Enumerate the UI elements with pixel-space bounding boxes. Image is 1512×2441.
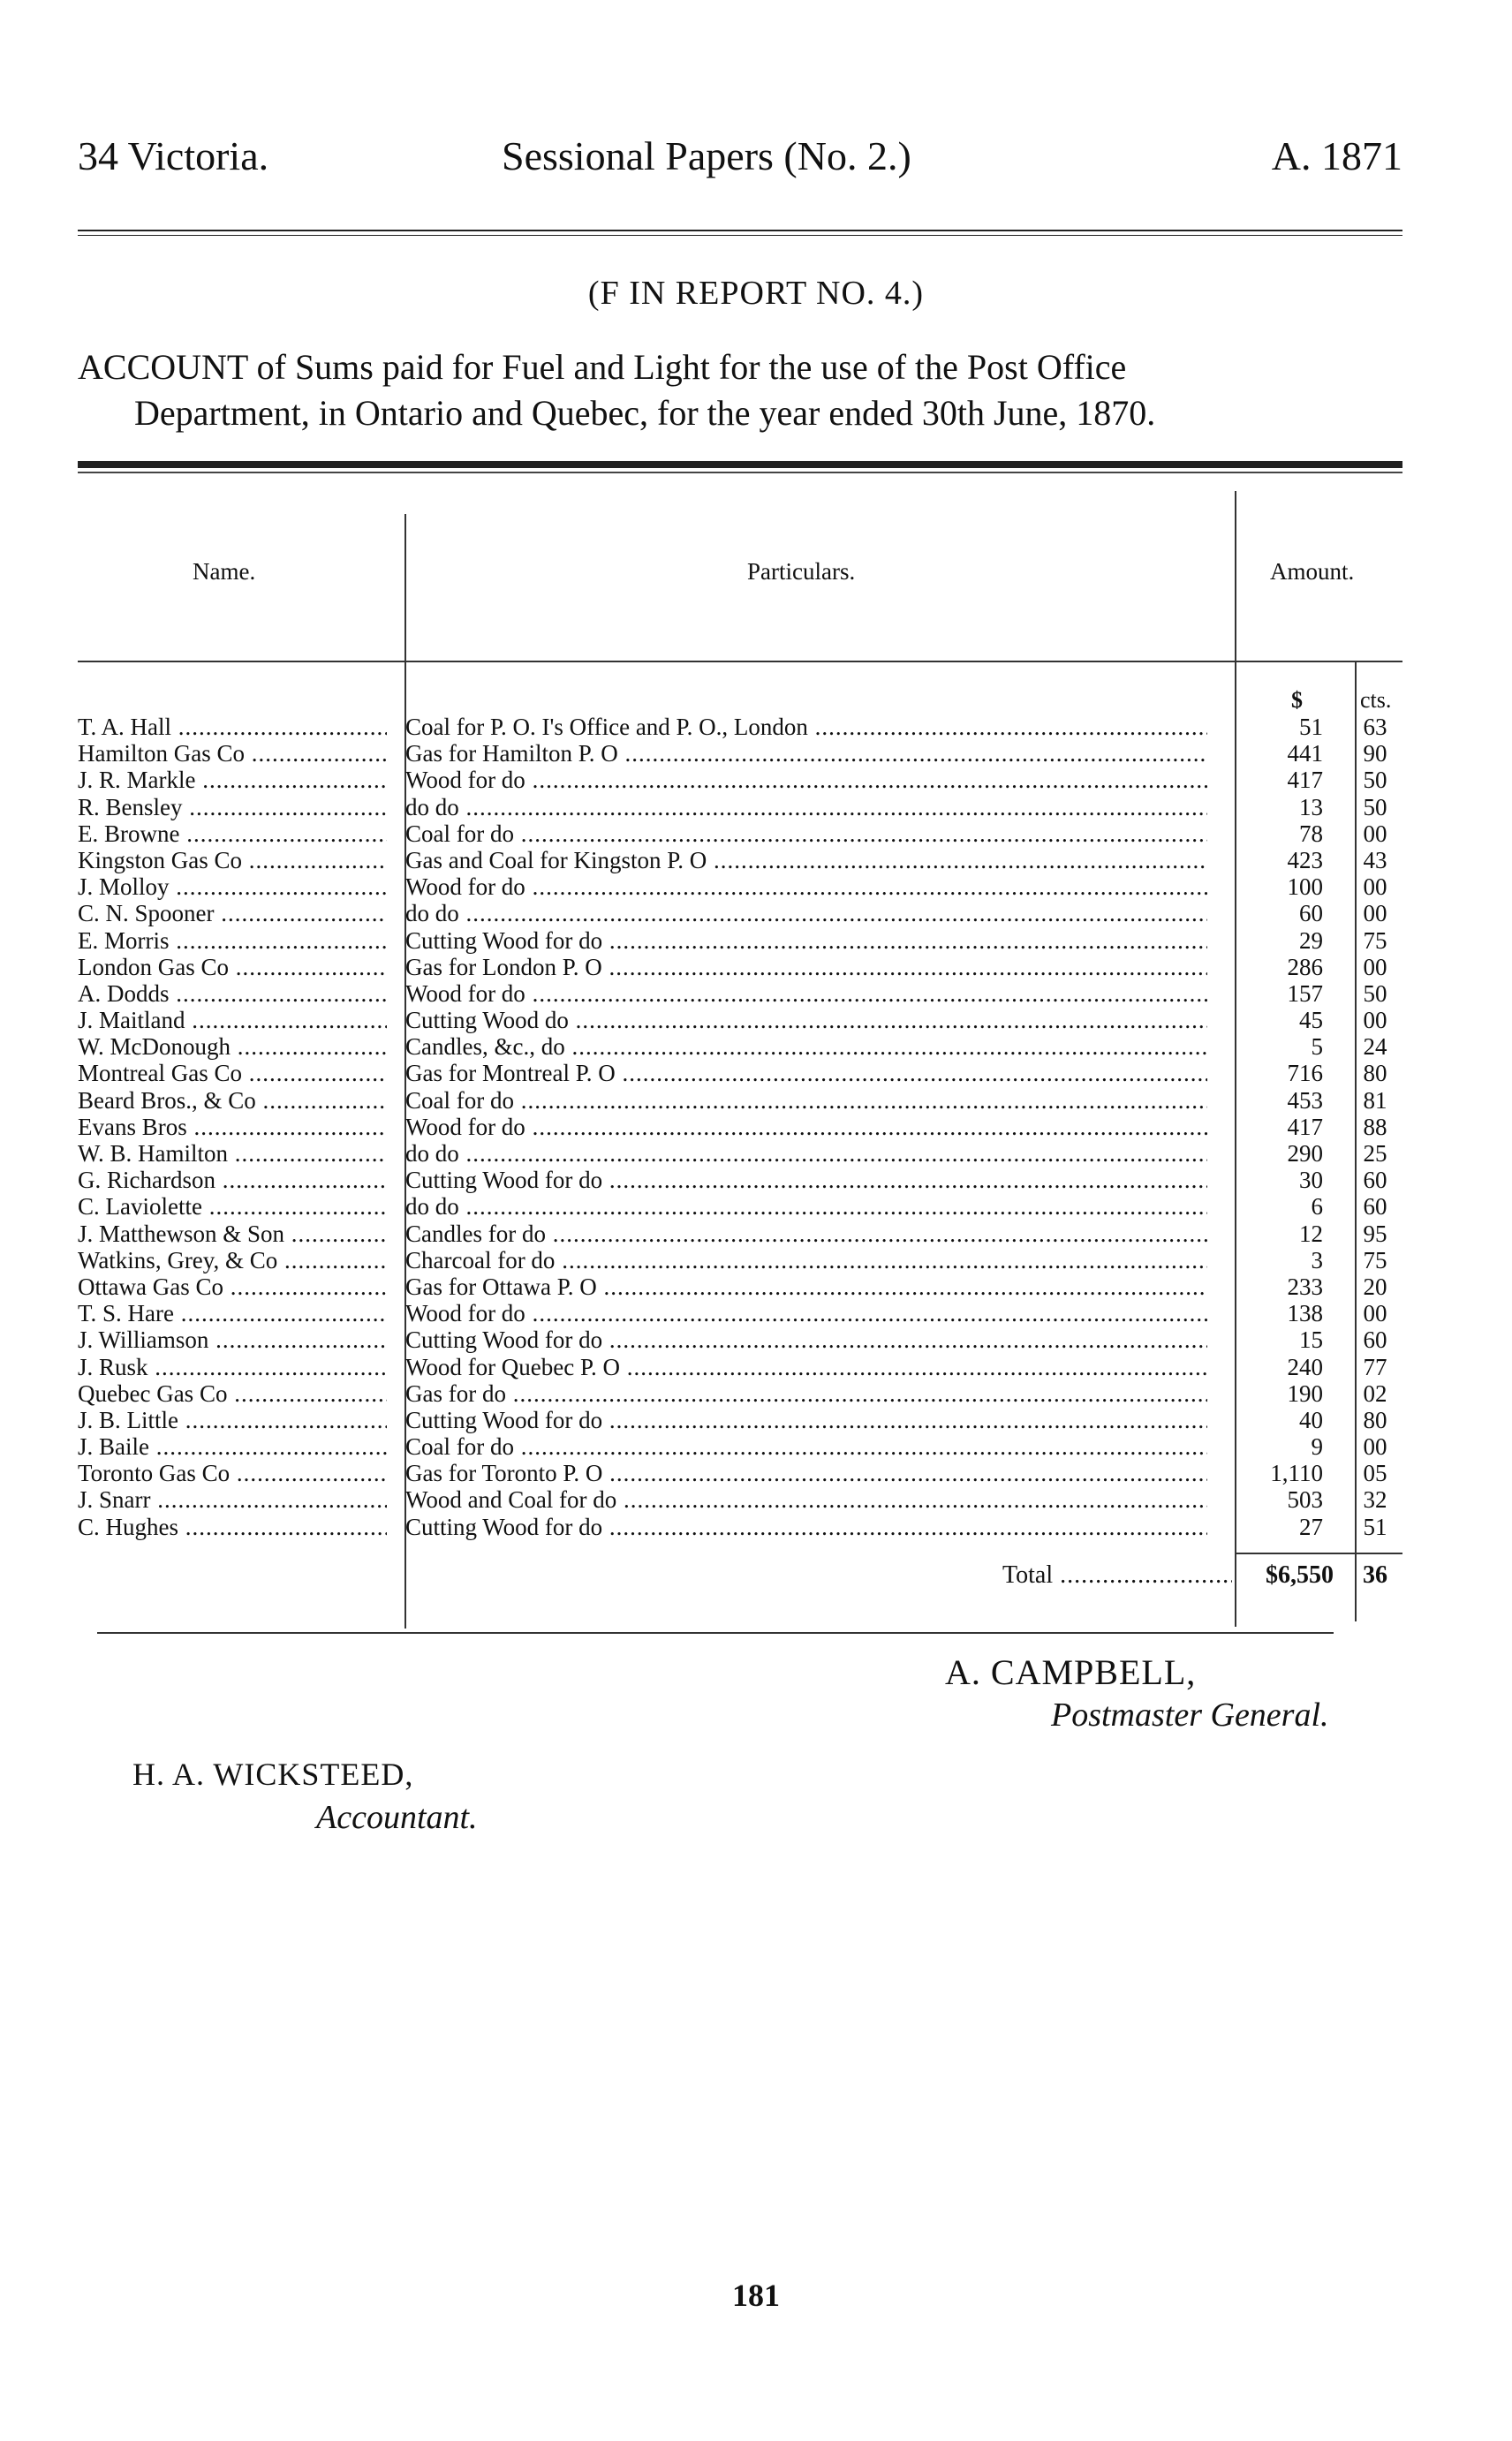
table-top-rule-thin	[78, 472, 1402, 473]
table-top-rule	[78, 461, 1402, 468]
row-dollars: 45	[1299, 1007, 1323, 1034]
row-name: J. Williamson .....	[78, 1326, 387, 1353]
row-name: Watkins, Grey, & Co .....	[78, 1247, 387, 1273]
row-cents: 50	[1363, 979, 1387, 1007]
table-row	[78, 1193, 1402, 1220]
table-row	[78, 1326, 1402, 1353]
row-cents: 80	[1363, 1406, 1387, 1433]
row-dollars: 40	[1299, 1406, 1323, 1433]
table-row	[78, 1486, 1402, 1513]
row-cents: 00	[1363, 1300, 1387, 1327]
postmaster-name: A. CAMPBELL,	[945, 1652, 1197, 1692]
row-dollars: 60	[1299, 900, 1323, 927]
row-dollars: 51	[1299, 714, 1323, 740]
table-row	[78, 1354, 1402, 1380]
row-particulars: Wood for do .....	[405, 1114, 1207, 1140]
row-particulars: Cutting Wood for do .....	[405, 1326, 1207, 1353]
table-row	[78, 767, 1402, 793]
table-row	[78, 1380, 1402, 1407]
row-name: Ottawa Gas Co .....	[78, 1273, 387, 1300]
row-name: London Gas Co .....	[78, 954, 387, 980]
table-row	[78, 1247, 1402, 1273]
row-particulars: Coal for P. O. I's Office and P. O., London .....	[405, 714, 1207, 740]
row-particulars: Cutting Wood for do .....	[405, 1407, 1207, 1433]
row-dollars: 9	[1311, 1433, 1323, 1461]
row-cents: 50	[1363, 793, 1387, 820]
row-dollars: 157	[1287, 979, 1323, 1007]
total-label: Total .....	[1002, 1561, 1232, 1590]
row-cents: 00	[1363, 1433, 1387, 1461]
row-name: J. Snarr .....	[78, 1486, 387, 1513]
row-cents: 51	[1363, 1513, 1387, 1540]
table-row	[78, 820, 1402, 847]
row-particulars: Coal for do .....	[405, 1433, 1207, 1460]
table-row	[78, 1460, 1402, 1486]
row-dollars: 423	[1287, 846, 1323, 873]
row-dollars: 286	[1287, 953, 1323, 980]
row-cents: 81	[1363, 1086, 1387, 1114]
postmaster-title: Postmaster General.	[1051, 1697, 1329, 1734]
accountant-title: Accountant.	[316, 1799, 478, 1836]
row-particulars: Cutting Wood do .....	[405, 1007, 1207, 1033]
row-dollars: 30	[1299, 1167, 1323, 1194]
row-cents: 75	[1363, 926, 1387, 954]
row-particulars: Wood for do .....	[405, 873, 1207, 900]
row-name: C. Hughes .....	[78, 1514, 387, 1540]
row-particulars: Gas and Coal for Kingston P. O .....	[405, 847, 1207, 873]
row-cents: 75	[1363, 1246, 1387, 1273]
cents-unit-label: cts.	[1360, 687, 1392, 713]
row-particulars: Candles for do .....	[405, 1220, 1207, 1247]
row-particulars: Gas for do .....	[405, 1380, 1207, 1407]
row-cents: 90	[1363, 740, 1387, 767]
table-row	[78, 1433, 1402, 1460]
row-dollars: 78	[1299, 820, 1323, 847]
row-dollars: 453	[1287, 1086, 1323, 1114]
account-title-line-2: Department, in Ontario and Quebec, for the year ended 30th June, 1870.	[134, 393, 1156, 433]
row-cents: 00	[1363, 873, 1387, 901]
row-cents: 20	[1363, 1273, 1387, 1300]
row-dollars: 290	[1287, 1140, 1323, 1167]
table-row	[78, 1007, 1402, 1033]
total-top-rule	[1235, 1553, 1402, 1554]
column-header-particulars: Particulars.	[747, 558, 856, 585]
row-name: E. Browne .....	[78, 820, 387, 847]
row-particulars: do do .....	[405, 900, 1207, 926]
table-row	[78, 794, 1402, 820]
table-row	[78, 740, 1402, 767]
table-row	[78, 1033, 1402, 1060]
table-row	[78, 927, 1402, 954]
header-bottom-rule	[78, 661, 1402, 662]
table-row	[78, 1273, 1402, 1300]
row-name: E. Morris .....	[78, 927, 387, 954]
row-cents: 24	[1363, 1033, 1387, 1061]
row-particulars: Gas for Hamilton P. O .....	[405, 740, 1207, 767]
table-row	[78, 1087, 1402, 1114]
row-particulars: Cutting Wood for do .....	[405, 927, 1207, 954]
header-rule	[78, 230, 1402, 236]
row-name: T. S. Hare .....	[78, 1300, 387, 1326]
row-dollars: 6	[1311, 1193, 1323, 1220]
row-cents: 88	[1363, 1113, 1387, 1140]
row-particulars: Gas for Montreal P. O .....	[405, 1060, 1207, 1086]
row-cents: 25	[1363, 1140, 1387, 1167]
table-row	[78, 1114, 1402, 1140]
row-particulars: Gas for Ottawa P. O .....	[405, 1273, 1207, 1300]
account-table-rows	[78, 714, 1402, 1540]
total-cents: 36	[1363, 1561, 1387, 1589]
table-row	[78, 847, 1402, 873]
row-particulars: Cutting Wood for do .....	[405, 1514, 1207, 1540]
row-particulars: Wood for do .....	[405, 767, 1207, 793]
row-cents: 77	[1363, 1353, 1387, 1380]
row-cents: 60	[1363, 1326, 1387, 1354]
row-particulars: Cutting Wood for do .....	[405, 1167, 1207, 1193]
row-name: G. Richardson .....	[78, 1167, 387, 1193]
table-row	[78, 1514, 1402, 1540]
row-dollars: 417	[1287, 1113, 1323, 1140]
row-particulars: Wood for do .....	[405, 1300, 1207, 1326]
row-particulars: Coal for do .....	[405, 1087, 1207, 1114]
row-cents: 00	[1363, 1007, 1387, 1034]
page-number: 181	[732, 2278, 780, 2313]
row-cents: 32	[1363, 1486, 1387, 1514]
table-row	[78, 714, 1402, 740]
row-particulars: Gas for London P. O .....	[405, 954, 1207, 980]
table-row	[78, 980, 1402, 1007]
row-dollars: 15	[1299, 1326, 1323, 1354]
row-dollars: 5	[1311, 1033, 1323, 1061]
table-row	[78, 1407, 1402, 1433]
row-dollars: 503	[1287, 1486, 1323, 1514]
row-name: J. Rusk .....	[78, 1354, 387, 1380]
row-name: J. Matthewson & Son .....	[78, 1220, 387, 1247]
row-cents: 60	[1363, 1167, 1387, 1194]
header-center: Sessional Papers (No. 2.)	[502, 133, 911, 178]
row-cents: 50	[1363, 767, 1387, 794]
column-header-name: Name.	[193, 558, 256, 585]
row-name: J. Molloy .....	[78, 873, 387, 900]
row-name: Toronto Gas Co .....	[78, 1460, 387, 1486]
row-cents: 00	[1363, 900, 1387, 927]
row-cents: 02	[1363, 1379, 1387, 1407]
row-dollars: 441	[1287, 740, 1323, 767]
row-name: J. Baile .....	[78, 1433, 387, 1460]
row-particulars: Wood for do .....	[405, 980, 1207, 1007]
row-name: Montreal Gas Co .....	[78, 1060, 387, 1086]
row-particulars: Gas for Toronto P. O .....	[405, 1460, 1207, 1486]
row-name: W. B. Hamilton .....	[78, 1140, 387, 1167]
row-cents: 05	[1363, 1460, 1387, 1487]
row-dollars: 190	[1287, 1379, 1323, 1407]
row-cents: 43	[1363, 846, 1387, 873]
table-row	[78, 954, 1402, 980]
row-dollars: 100	[1287, 873, 1323, 901]
row-particulars: Wood and Coal for do .....	[405, 1486, 1207, 1513]
row-name: A. Dodds .....	[78, 980, 387, 1007]
row-dollars: 1,110	[1270, 1460, 1323, 1487]
row-dollars: 27	[1299, 1513, 1323, 1540]
table-row	[78, 900, 1402, 926]
table-row	[78, 873, 1402, 900]
row-particulars: do do .....	[405, 1193, 1207, 1220]
row-cents: 00	[1363, 953, 1387, 980]
row-name: C. N. Spooner .....	[78, 900, 387, 926]
dollars-unit-label: $	[1291, 687, 1303, 713]
table-row	[78, 1140, 1402, 1167]
row-name: W. McDonough .....	[78, 1033, 387, 1060]
table-row	[78, 1167, 1402, 1193]
header-right: A. 1871	[1271, 133, 1402, 178]
row-name: Evans Bros .....	[78, 1114, 387, 1140]
column-header-amount: Amount.	[1270, 558, 1355, 585]
row-particulars: do do .....	[405, 1140, 1207, 1167]
row-particulars: Wood for Quebec P. O .....	[405, 1354, 1207, 1380]
row-dollars: 12	[1299, 1220, 1323, 1247]
row-cents: 00	[1363, 820, 1387, 847]
row-cents: 80	[1363, 1060, 1387, 1087]
row-dollars: 716	[1287, 1060, 1323, 1087]
row-name: Quebec Gas Co .....	[78, 1380, 387, 1407]
row-dollars: 417	[1287, 767, 1323, 794]
row-name: R. Bensley .....	[78, 794, 387, 820]
row-particulars: Candles, &c., do .....	[405, 1033, 1207, 1060]
total-dollars: $6,550	[1266, 1561, 1334, 1589]
row-dollars: 13	[1299, 793, 1323, 820]
row-particulars: do do .....	[405, 794, 1207, 820]
row-name: J. R. Markle .....	[78, 767, 387, 793]
row-name: C. Laviolette .....	[78, 1193, 387, 1220]
row-dollars: 138	[1287, 1300, 1323, 1327]
row-name: Hamilton Gas Co .....	[78, 740, 387, 767]
accountant-name: H. A. WICKSTEED,	[132, 1757, 414, 1792]
table-row	[78, 1060, 1402, 1086]
row-particulars: Coal for do .....	[405, 820, 1207, 847]
row-name: J. Maitland .....	[78, 1007, 387, 1033]
row-name: T. A. Hall .....	[78, 714, 387, 740]
table-row	[78, 1300, 1402, 1326]
row-dollars: 3	[1311, 1246, 1323, 1273]
account-title-line-1: ACCOUNT of Sums paid for Fuel and Light for the use of the Post Office	[78, 347, 1127, 387]
row-cents: 95	[1363, 1220, 1387, 1247]
row-name: J. B. Little .....	[78, 1407, 387, 1433]
row-dollars: 240	[1287, 1353, 1323, 1380]
page-header	[78, 132, 1402, 194]
row-cents: 60	[1363, 1193, 1387, 1220]
row-name: Beard Bros., & Co .....	[78, 1087, 387, 1114]
row-name: Kingston Gas Co .....	[78, 847, 387, 873]
row-dollars: 233	[1287, 1273, 1323, 1300]
table-bottom-rule	[97, 1632, 1334, 1634]
row-dollars: 29	[1299, 926, 1323, 954]
account-title	[78, 344, 1402, 436]
header-left: 34 Victoria.	[78, 133, 269, 178]
table-row	[78, 1220, 1402, 1247]
row-particulars: Charcoal for do .....	[405, 1247, 1207, 1273]
row-cents: 63	[1363, 714, 1387, 740]
report-reference: (F IN REPORT NO. 4.)	[587, 275, 925, 312]
